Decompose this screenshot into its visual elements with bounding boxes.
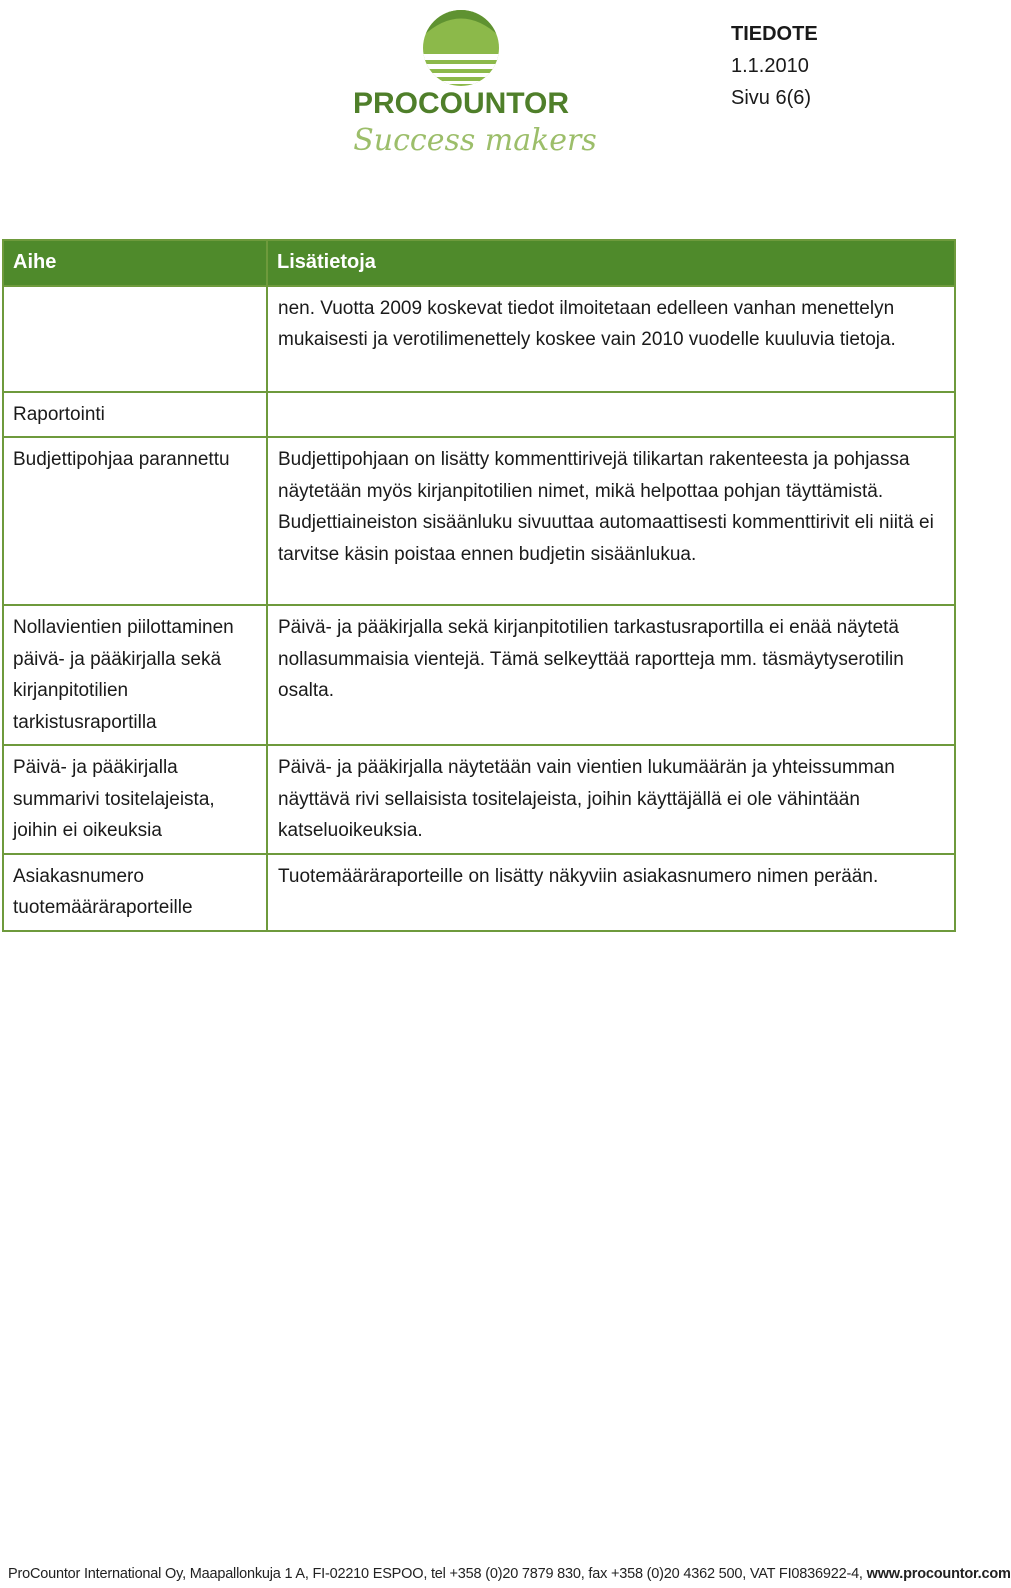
page-number: Sivu 6(6) xyxy=(731,87,812,109)
table-header-row xyxy=(3,240,955,286)
column-header-details: Lisätietoja xyxy=(267,240,955,286)
document-date: 1.1.2010 xyxy=(731,55,809,77)
table-row xyxy=(3,605,955,745)
procountor-logo xyxy=(340,6,610,168)
details-cell: Tuotemääräraporteille on lisätty näkyviin asiakasnumero nimen perään. xyxy=(267,854,955,931)
topic-cell: Budjettipohjaa parannettu xyxy=(3,437,267,605)
release-notes-table xyxy=(2,239,956,932)
section-row xyxy=(3,392,955,438)
details-cell xyxy=(267,392,955,438)
logo-tagline: Success makers xyxy=(353,123,597,158)
topic-cell xyxy=(3,286,267,392)
table-row xyxy=(3,745,955,854)
details-cell: Päivä- ja pääkirjalla sekä kirjanpitotilien tarkastusraportilla ei enää näytetä nollasummaisia vientejä. Tämä selkeyttää raportteja mm. täsmäytyserotilin osalta. xyxy=(267,605,955,745)
section-title: Raportointi xyxy=(3,392,267,438)
table-row xyxy=(3,854,955,931)
footer-website-link[interactable]: www.procountor.com xyxy=(866,1566,1011,1582)
document-meta xyxy=(731,18,818,114)
topic-cell: Päivä- ja pääkirjalla summarivi tositelajeista, joihin ei oikeuksia xyxy=(3,745,267,854)
footer-company-info: ProCountor International Oy, Maapallonkuja 1 A, FI-02210 ESPOO, tel +358 (0)20 7879 830, fax +358 (0)20 4362 500, VAT FI0836922-4, xyxy=(8,1566,863,1582)
table-row xyxy=(3,286,955,392)
document-type: TIEDOTE xyxy=(731,23,818,45)
details-cell: Päivä- ja pääkirjalla näytetään vain vientien lukumäärän ja yhteissumman näyttävä rivi sellaisista tositelajeista, joihin käyttäjällä ei ole vähintään katseluoikeuksia. xyxy=(267,745,955,854)
details-cell: nen. Vuotta 2009 koskevat tiedot ilmoitetaan edelleen vanhan menettelyn mukaisesti ja verotilimenettely koskee vain 2010 vuodelle kuuluvia tietoja. xyxy=(267,286,955,392)
table-row xyxy=(3,437,955,605)
column-header-topic: Aihe xyxy=(3,240,267,286)
topic-cell: Asiakasnumero tuotemääräraporteille xyxy=(3,854,267,931)
logo-wordmark: PROCOUNTOR xyxy=(352,87,570,120)
topic-cell: Nollavientien piilottaminen päivä- ja pääkirjalla sekä kirjanpitotilien tarkistusraportilla xyxy=(3,605,267,745)
details-cell: Budjettipohjaan on lisätty kommenttirivejä tilikartan rakenteesta ja pohjassa näytetään myös kirjanpitotilien nimet, mikä helpottaa pohjan täyttämistä. Budjettiaineiston sisäänluku sivuuttaa automaattisesti kommenttirivit eli niitä ei tarvitse käsin poistaa ennen budjetin sisäänlukua. xyxy=(267,437,955,605)
page-footer xyxy=(8,1566,1011,1582)
